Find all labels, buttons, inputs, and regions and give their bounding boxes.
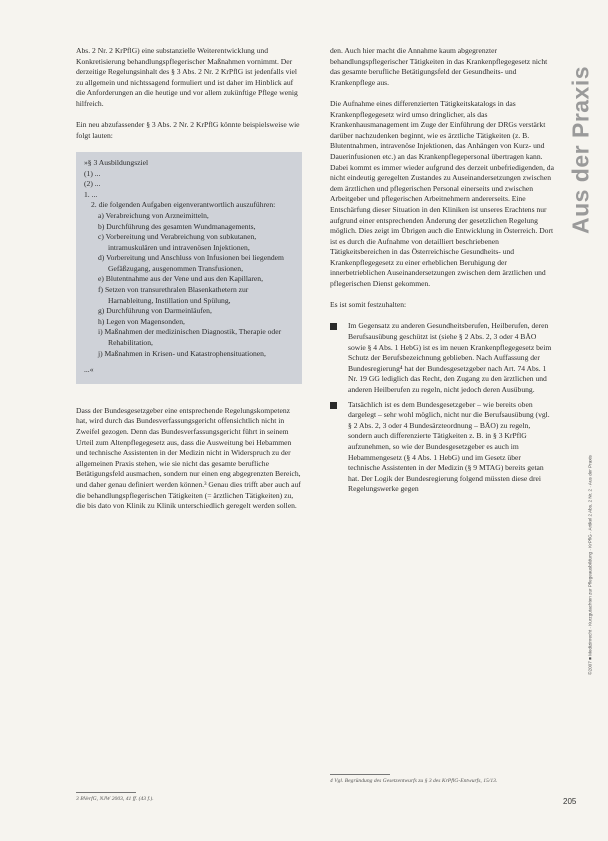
footnote-left: 3 BVerfG, NJW 2003, 41 ff. (43 f.). <box>76 796 154 802</box>
law-paragraph-1: (1) ... <box>84 168 101 178</box>
law-paragraph-2: (2) ... <box>84 179 101 189</box>
law-sub-item: a) Verabreichung von Arzneimitteln, <box>98 210 209 220</box>
law-sub-item: j) Maßnahmen in Krisen- und Katastrophensituationen, <box>98 348 266 358</box>
intro-paragraph: Abs. 2 Nr. 2 KrPflG) eine substanzielle Weiterentwicklung und Konkretisierung behandlungspflegerischer Maßnahmen vornimmt. Der derzeitige Regelungsinhalt des § 3 Abs. 2 Nr. 2 KrPflG ist jedenfalls viel zu allgemein und nichtssagend formuliert und ist daher im Hinblick auf die Anforderungen an die heutige und vor allem zukünftige Pflege wenig hilfreich. <box>76 46 298 108</box>
law-sub-item: i) Maßnahmen der medizinischen Diagnostik, Therapie oder Rehabilitation, <box>98 327 282 348</box>
section-side-title <box>559 34 603 266</box>
law-sub-item: b) Durchführung des gesamten Wundmanagements, <box>98 221 256 231</box>
after-box-paragraph: Dass der Bundesgesetzgeber eine entsprechende Regelungskompetenz hat, wird durch das Bundesverfassungsgericht offensichtlich nicht in Zweifel gezogen. Denn das Bundesverfassungsgericht führt in seinem Urteil zum Altenpflegegesetz aus, dass die Ausweitung bei Hebammen und technische Assistenten in der Medizin nicht in Widerspruch zu der allgemeinen Praxis stehen, wie sie nicht das gesamte berufliche Betätigungsfeld ausmachen, sondern nur einen eng abgegrenzten Bereich, und daher genau definiert werden können.³ Genau dies trifft aber auch auf die behandlungspflegerischen Tätigkeiten (= ärztlichen Tätigkeiten) zu, die bis dato von Klinik zu Klinik unterschiedlich geregelt werden sollen. <box>76 405 301 511</box>
law-sub-item: e) Blutentnahme aus der Vene und aus den Kapillaren, <box>98 274 263 284</box>
list-item <box>330 321 554 395</box>
law-sub-item: h) Legen von Magensonden, <box>98 316 185 326</box>
law-item-2: 2. die folgenden Aufgaben eigenverantwortlich auszuführen: <box>91 200 276 210</box>
page-number: 205 <box>563 797 577 806</box>
summary-heading: Es ist somit festzuhalten: <box>330 300 407 310</box>
footnote-rule-left <box>76 792 136 793</box>
law-closing: ...« <box>84 365 94 375</box>
law-sub-item: g) Durchführung von Darmeinläufen, <box>98 306 212 316</box>
bullet-square-icon <box>330 323 337 330</box>
list-item <box>330 400 554 495</box>
right-column <box>330 46 554 499</box>
list-item-text: Tatsächlich ist es dem Bundesgesetzgeber – wie bereits oben dargelegt – sehr wohl möglich, nicht nur die Berufsausübung (vgl. § 2 Abs. 2, 3 oder 4 Bundesärzteordnung – BÄO) zu regeln, sondern auch differenzierte Tätigkeiten z. B. in § 3 KrPflG aufzunehmen, so wie der Bundesgesetzgeber es auch im Hebammengesetz (§ 4 Abs. 1 HebG) und im Gesetz über technische Assistenten in der Medizin (§ 9 MTAG) bereits getan hat. Der Logik der Bundesregierung folgend müssten diese drei Regelungswerke gegen <box>348 399 550 494</box>
law-item-1: 1. ... <box>84 189 98 199</box>
continuation-paragraph: den. Auch hier macht die Annahme kaum abgegrenzter behandlungspflegerischer Tätigkeiten in das Krankenpflegegesetz nicht das gesamte berufliche Betätigungsfeld der Gesundheits- und Krankenpflege aus. <box>330 46 548 87</box>
law-sub-item: d) Vorbereitung und Anschluss von Infusionen bei liegendem Gefäßzugang, ausgenommen Transfusionen, <box>98 253 284 273</box>
footnote-right: 4 Vgl. Begründung des Gesetzentwurfs zu § 3 des KrPflG-Entwurfs, 15/13. <box>330 778 498 784</box>
law-heading: »§ 3 Ausbildungsziel <box>84 157 149 167</box>
list-item-text: Im Gegensatz zu anderen Gesundheitsberufen, Heilberufen, deren Berufsausübung geschützt ist (siehe § 2 Abs. 2, 3 oder 4 BÄO sowie § 4 Abs. 1 HebG) ist es im neuen Krankenpflegegesetz beim Schutz der Berufsbezeichnung geblieben. Nach Auffassung der Bundesregierung⁴ hat der Bundesgesetzgeber nach Art. 74 Abs. 1 Nr. 19 GG lediglich das Recht, den Zugang zu den ärztlichen und anderen Heilberufen zu regeln, nicht jedoch deren Ausübung. <box>348 321 552 394</box>
bullet-square-icon <box>330 402 337 409</box>
summary-list <box>330 321 554 495</box>
footnote-rule-right <box>330 774 390 775</box>
law-sub-item: f) Setzen von transurethralen Blasenkathetern zur Harnableitung, Instillation und Spülung, <box>98 285 249 305</box>
paragraph-2: Die Aufnahme eines differenzierten Tätigkeitskatalogs in das Krankenpflegegesetz wird umso dringlicher, als das Krankenhausmanagement im Zuge der Einführung der DRGs verstärkt darüber nachzudenken beginnt, wie es ärztliche Tätigkeiten (z. B. Blutentnahmen, intravenöse Injektionen, das Anhängen von Kurz- und Dauerinfusionen etc.) an das Krankenpflegepersonal übertragen kann. Dabei kommt es immer wieder aufgrund des derzeit unbefriedigenden, da nicht eindeutig geregelten Zustandes zu Auseinandersetzungen zwischen dem ärztlichen und pflegerischen Personal einerseits und zwischen Arbeitgeber und pflegerischen Arbeitnehmern andererseits. Eine Entschärfung dieser Situation in den Kliniken ist unseres Erachtens nur aufgrund einer entsprechenden Änderung der gesetzlichen Regelung möglich. Dies zeigt im Übrigen auch die Entwicklung in Österreich. Dort ist es durch die Aufnahme von detailliert beschriebenen Tätigkeitsbereichen in das Österreichische Gesundheits- und Krankenpflegegesetz zu einer erheblichen Beruhigung der innerbetrieblichen Auseinandersetzungen zwischen dem ärztlichen und pflegerischen Dienst gekommen. <box>330 98 554 289</box>
law-proposal-box <box>76 152 302 384</box>
proposal-paragraph: Ein neu abzufassender § 3 Abs. 2 Nr. 2 KrPflG könnte beispielsweise wie folgt lauten: <box>76 120 300 140</box>
side-meta-text: ©2007 ■ Medizinrecht · Kurzgutachten zur Pflegeausbildung · KrPflG · Artikel 2 Abs. 2 Nr. 2 · Aus der Praxis <box>587 455 593 675</box>
side-meta <box>583 300 597 830</box>
left-column <box>76 46 302 522</box>
law-sub-item: c) Vorbereitung und Verabreichung von subkutanen, intramuskulären und intravenösen Injektionen, <box>98 232 257 252</box>
section-title-text: Aus der Praxis <box>567 65 594 235</box>
